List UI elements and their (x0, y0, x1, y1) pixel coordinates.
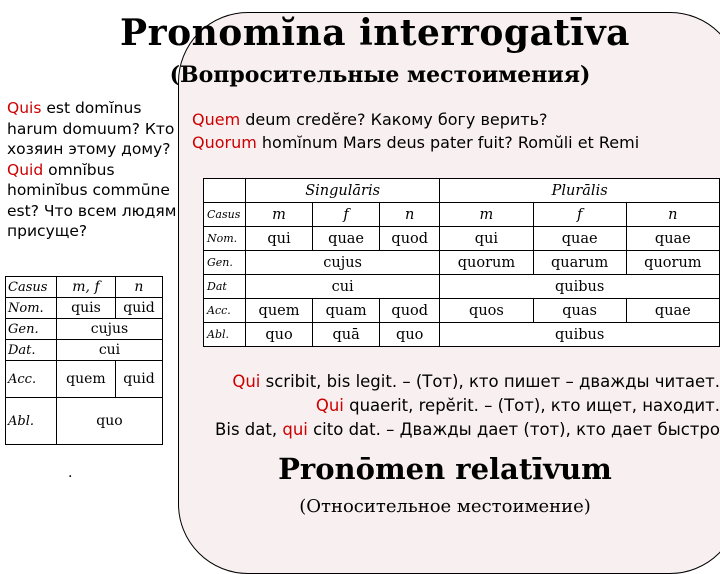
lt-gen-value: cujus (57, 319, 163, 340)
left-examples (7, 98, 187, 242)
mt-abl-sn: quo (380, 323, 440, 347)
mt-acc-pm: quos (440, 299, 533, 323)
relative-examples (182, 370, 720, 442)
mt-nom-sm: qui (246, 227, 313, 251)
lt-nom-n: quid (115, 298, 162, 319)
lt-dat-value: cui (57, 340, 163, 361)
mt-casus-header: Casus (204, 203, 246, 227)
mt-dat-sing: cui (246, 275, 440, 299)
mt-sing-m-header: m (246, 203, 313, 227)
mt-sing-f-header: f (313, 203, 380, 227)
mt-dat-plur: quibus (440, 275, 720, 299)
mt-singularis-header: Singulāris (246, 179, 440, 203)
mt-nom-sf: quae (313, 227, 380, 251)
mt-nom-sn: quod (380, 227, 440, 251)
qui-declension-table (203, 178, 720, 347)
mt-pluralis-header: Plurālis (440, 179, 720, 203)
mt-nom-pm: qui (440, 227, 533, 251)
page-subtitle: (Вопросительные местоимения) (169, 62, 591, 88)
mt-gen-pf: quarum (533, 251, 626, 275)
mt-nom-label: Nom. (204, 227, 246, 251)
mt-plur-m-header: m (440, 203, 533, 227)
quis-declension-table (5, 276, 163, 445)
mt-abl-plur: quibus (440, 323, 720, 347)
mt-nom-pf: quae (533, 227, 626, 251)
mt-acc-pf: quas (533, 299, 626, 323)
mt-abl-sf: quā (313, 323, 380, 347)
left-example-2-text: omnĭbus hominĭbus commūne est? Что всем людям присуще? (7, 160, 177, 240)
lt-dat-label: Dat. (6, 340, 57, 361)
right-example-1-text: deum credĕre? Какому богу верить? (240, 110, 548, 129)
lt-n-header: n (115, 277, 162, 298)
mt-acc-pn: quae (626, 299, 719, 323)
mt-acc-label: Acc. (204, 299, 246, 323)
lt-acc-n: quid (115, 361, 162, 398)
right-example-1-keyword: Quem (192, 110, 241, 129)
mt-abl-label: Abl. (204, 323, 246, 347)
left-example-2-keyword: Quid (7, 160, 44, 179)
lt-casus-header: Casus (6, 277, 57, 298)
rel-example-1-keyword: Qui (232, 372, 261, 391)
rel-example-3-keyword: qui (282, 420, 308, 439)
lt-nom-label: Nom. (6, 298, 57, 319)
rel-example-2-text: quaerit, repĕrit. – (Тот), кто ищет, находит. (343, 396, 720, 415)
mt-dat-label: Dat (204, 275, 246, 299)
lt-gen-label: Gen. (6, 319, 57, 340)
rel-example-1-text: scribit, bis legit. – (Тот), кто пишет – дважды читает. (260, 372, 720, 391)
mt-plur-n-header: n (626, 203, 719, 227)
lt-acc-mf: quem (57, 361, 116, 398)
mt-acc-sm: quem (246, 299, 313, 323)
left-example-1-text: est domĭnus harum domuum? Кто хозяин этому дому? (7, 99, 175, 158)
mt-sing-n-header: n (380, 203, 440, 227)
relative-subtitle: (Относительное местоимение) (299, 496, 591, 517)
stray-dot: . (68, 465, 73, 481)
right-examples (192, 108, 720, 154)
lt-abl-label: Abl. (6, 398, 57, 445)
lt-abl-value: quo (57, 398, 163, 445)
mt-gen-label: Gen. (204, 251, 246, 275)
mt-gen-pm: quorum (440, 251, 533, 275)
mt-acc-sn: quod (380, 299, 440, 323)
left-example-1-keyword: Quis (7, 99, 42, 117)
relative-title: Pronōmen relatīvum (278, 452, 612, 486)
mt-gen-pn: quorum (626, 251, 719, 275)
mt-plur-f-header: f (533, 203, 626, 227)
lt-mf-header: m, f (57, 277, 116, 298)
right-example-2-keyword: Quorum (192, 133, 257, 152)
rel-example-2-keyword: Qui (315, 396, 344, 415)
page-title: Pronomĭna interrogatīva (120, 12, 630, 54)
mt-nom-pn: quae (626, 227, 719, 251)
mt-gen-sing: cujus (246, 251, 440, 275)
rel-example-3-text-a: Bis dat, (215, 420, 283, 439)
lt-acc-label: Acc. (6, 361, 57, 398)
lt-nom-mf: quis (57, 298, 116, 319)
mt-abl-sm: quo (246, 323, 313, 347)
mt-acc-sf: quam (313, 299, 380, 323)
right-example-2-text: homĭnum Mars deus pater fuit? Romŭli et Remi (256, 133, 640, 152)
rel-example-3-text-b: cito dat. – Дважды дает (тот), кто дает быстро (307, 420, 720, 439)
